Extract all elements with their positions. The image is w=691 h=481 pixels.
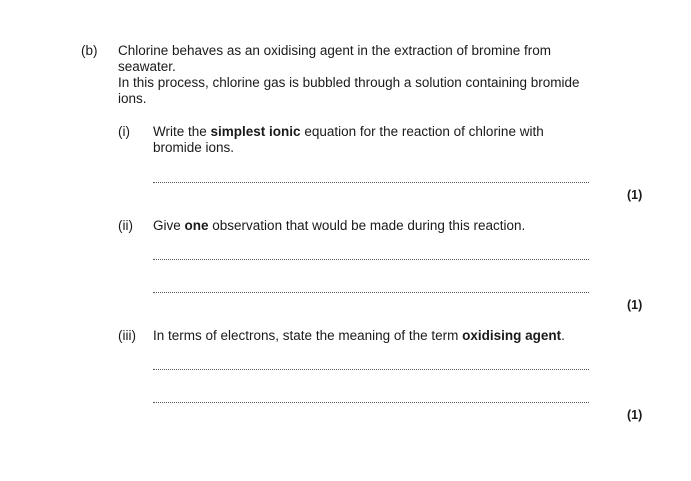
part-iii-pre: In terms of electrons, state the meaning of the term [153,328,463,343]
question-stem [118,43,638,107]
part-i-mark: (1) [627,188,643,202]
question-label: (b) [81,43,98,58]
part-iii-mark: (1) [627,408,643,422]
part-iii-label: (iii) [118,328,136,343]
part-i-pre: Write the [153,124,211,139]
part-iii-post: . [561,328,565,343]
answer-line-ii-1[interactable] [153,259,589,260]
part-ii-text [153,218,603,234]
answer-line-ii-2[interactable] [153,292,589,293]
stem-line-2: seawater. [118,59,176,74]
part-ii-bold: one [184,218,209,233]
answer-line-iii-2[interactable] [153,402,589,403]
part-ii-post: observation that would be made during this reaction. [208,218,526,233]
part-iii-bold: oxidising agent [462,328,562,343]
part-i-label: (i) [118,124,130,139]
part-iii-text [153,328,613,344]
stem-line-1: Chlorine behaves as an oxidising agent in the extraction of bromine from [118,43,551,58]
part-ii-pre: Give [153,218,185,233]
part-ii-label: (ii) [118,218,133,233]
answer-line-iii-1[interactable] [153,369,589,370]
part-i-line2: bromide ions. [153,140,235,155]
stem-line-4: ions. [118,91,147,106]
part-i-bold: simplest ionic [210,124,301,139]
part-i-post: equation for the reaction of chlorine with [300,124,544,139]
stem-line-3: In this process, chlorine gas is bubbled through a solution containing bromide [118,75,580,90]
part-i-text [153,124,603,156]
answer-line-i-1[interactable] [153,182,589,183]
part-ii-mark: (1) [627,298,643,312]
